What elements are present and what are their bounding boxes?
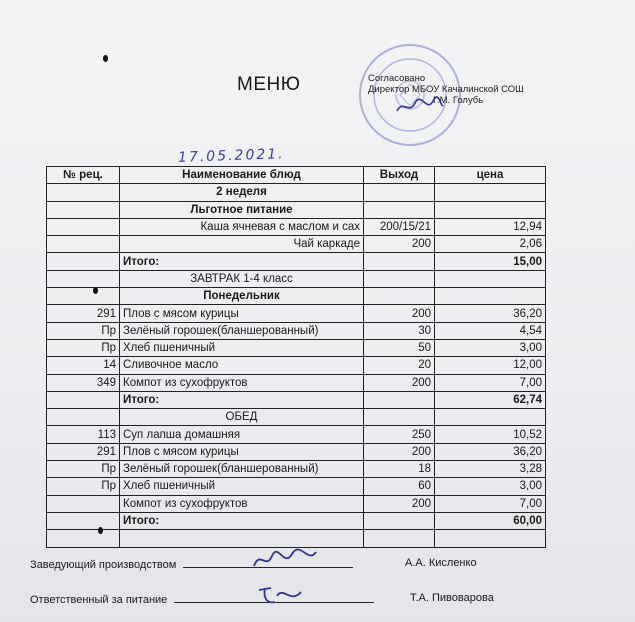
- cell-price: [435, 201, 546, 218]
- page-title: МЕНЮ: [237, 74, 301, 95]
- header-recipe-number: № рец.: [47, 167, 120, 184]
- cell-recipe-number: [47, 391, 120, 408]
- cell-portion: [364, 409, 435, 426]
- cell-portion: 50: [364, 339, 435, 356]
- cell-price: 7,00: [435, 495, 546, 512]
- cell-dish-name: Плов с мясом курицы: [120, 305, 364, 322]
- total-label: Итого:: [120, 512, 364, 529]
- cell-recipe-number: [47, 236, 120, 253]
- table-row: [47, 357, 546, 374]
- cell-price: 7,00: [435, 374, 546, 391]
- cell-dish-name: Компот из сухофруктов: [120, 374, 364, 391]
- cell-price: 10,52: [435, 426, 546, 443]
- cell-recipe-number: [47, 495, 120, 512]
- cell-portion: 60: [364, 478, 435, 495]
- cell-portion: 200: [364, 495, 435, 512]
- table-row: [47, 461, 546, 478]
- cell-price: 2,06: [435, 236, 546, 253]
- cell-price: 3,28: [435, 461, 546, 478]
- cell-dish-name: Компот из сухофруктов: [120, 495, 364, 512]
- section-row: [47, 201, 546, 218]
- approval-block: [368, 73, 524, 106]
- signature-role: Ответственный за питание: [30, 594, 168, 606]
- cell-recipe-number: [47, 184, 120, 201]
- cell-recipe-number: 113: [47, 426, 120, 443]
- cell-recipe-number: 291: [47, 305, 120, 322]
- approval-line-1: Согласовано: [368, 73, 426, 84]
- table-row: [47, 426, 546, 443]
- table-row: [47, 236, 546, 253]
- total-label: Итого:: [120, 391, 364, 408]
- cell-dish-name: Плов с мясом курицы: [120, 443, 364, 460]
- total-label: Итого:: [120, 253, 364, 270]
- ink-dot: [93, 287, 98, 294]
- cell-price: 4,54: [435, 322, 546, 339]
- cell-portion: [364, 512, 435, 529]
- cell-portion: 250: [364, 426, 435, 443]
- total-row: [47, 512, 546, 529]
- cell-portion: 18: [364, 461, 435, 478]
- cell-dish-name: Чай каркаде: [120, 236, 364, 253]
- table-row: [47, 218, 546, 235]
- cell-recipe-number: [47, 512, 120, 529]
- cell-price: [435, 288, 546, 305]
- section-row: [47, 184, 546, 201]
- cell-price: 12,94: [435, 218, 546, 235]
- cell-recipe-number: [47, 288, 120, 305]
- table-row: [47, 339, 546, 356]
- cell-dish-name: Сливочное масло: [120, 357, 364, 374]
- total-row: [47, 253, 546, 270]
- cell-price: 3,00: [435, 478, 546, 495]
- signature-role: Заведующий производством: [30, 559, 177, 571]
- menu-table-body: [47, 184, 546, 530]
- table-row: [47, 322, 546, 339]
- cell-portion: [364, 253, 435, 270]
- cell-recipe-number: Пр: [47, 461, 120, 478]
- cell-portion: 200: [364, 443, 435, 460]
- cell-price: 3,00: [435, 339, 546, 356]
- cell-recipe-number: 349: [47, 374, 120, 391]
- total-price: 62,74: [435, 391, 546, 408]
- section-title: ОБЕД: [120, 409, 364, 426]
- total-row: [47, 391, 546, 408]
- cell-dish-name: Суп лапша домашняя: [120, 426, 364, 443]
- cell-portion: [364, 201, 435, 218]
- cell-price: 36,20: [435, 443, 546, 460]
- production-signature: [250, 548, 320, 572]
- cell-recipe-number: [47, 218, 120, 235]
- table-row: [47, 443, 546, 460]
- section-row: [47, 288, 546, 305]
- cell-portion: [364, 288, 435, 305]
- section-row: [47, 409, 546, 426]
- signature-line-nutrition: [30, 594, 378, 606]
- total-price: 15,00: [435, 253, 546, 270]
- signature-name: А.А. Кисленко: [405, 557, 477, 569]
- cell-price: [435, 184, 546, 201]
- cell-portion: [364, 391, 435, 408]
- signature-name: Т.А. Пивоварова: [410, 592, 494, 604]
- table-row: [47, 374, 546, 391]
- cell-price: [435, 409, 546, 426]
- cell-portion: 200/15/21: [364, 218, 435, 235]
- section-title: Льготное питание: [120, 201, 364, 218]
- section-title: ЗАВТРАК 1-4 класс: [120, 270, 364, 287]
- table-header-row: [47, 167, 546, 184]
- cell-dish-name: Каша ячневая с маслом и сах: [120, 218, 364, 235]
- cell-recipe-number: Пр: [47, 478, 120, 495]
- cell-portion: 200: [364, 236, 435, 253]
- cell-portion: 200: [364, 374, 435, 391]
- ink-dot: [103, 55, 108, 62]
- header-dish-name: Наименование блюд: [120, 167, 364, 184]
- cell-recipe-number: [47, 270, 120, 287]
- total-price: 60,00: [435, 512, 546, 529]
- cell-price: [435, 270, 546, 287]
- header-price: цена: [435, 167, 546, 184]
- cell-portion: 30: [364, 322, 435, 339]
- approval-line-2: Директор МБОУ Качалинской СОШ: [368, 84, 524, 95]
- cell-price: 12,00: [435, 357, 546, 374]
- menu-table: [46, 166, 546, 548]
- cell-portion: 20: [364, 357, 435, 374]
- cell-recipe-number: [47, 201, 120, 218]
- table-row: [47, 305, 546, 322]
- table-row: [47, 478, 546, 495]
- approval-line-3: Г.М. Голубь: [433, 95, 484, 106]
- header-portion: Выход: [364, 167, 435, 184]
- cell-dish-name: Зелёный горошек(бланшерованный): [120, 322, 364, 339]
- table-row: [47, 495, 546, 512]
- cell-recipe-number: 14: [47, 357, 120, 374]
- cell-recipe-number: [47, 253, 120, 270]
- menu-date: 17.05.2021.: [177, 146, 285, 166]
- nutrition-signature: [255, 584, 305, 608]
- cell-price: 36,20: [435, 305, 546, 322]
- cell-recipe-number: Пр: [47, 339, 120, 356]
- cell-recipe-number: [47, 409, 120, 426]
- ink-dot: [98, 527, 103, 534]
- cell-portion: [364, 184, 435, 201]
- section-row: [47, 270, 546, 287]
- cell-dish-name: Зелёный горошек(бланшерованный): [120, 461, 364, 478]
- cell-dish-name: Хлеб пшеничный: [120, 339, 364, 356]
- cell-dish-name: Хлеб пшеничный: [120, 478, 364, 495]
- director-signature: [395, 95, 445, 117]
- cell-recipe-number: 291: [47, 443, 120, 460]
- signature-spacer-row: [47, 530, 546, 547]
- cell-recipe-number: Пр: [47, 322, 120, 339]
- cell-portion: 200: [364, 305, 435, 322]
- cell-portion: [364, 270, 435, 287]
- section-title: Понедельник: [120, 288, 364, 305]
- section-title: 2 неделя: [120, 184, 364, 201]
